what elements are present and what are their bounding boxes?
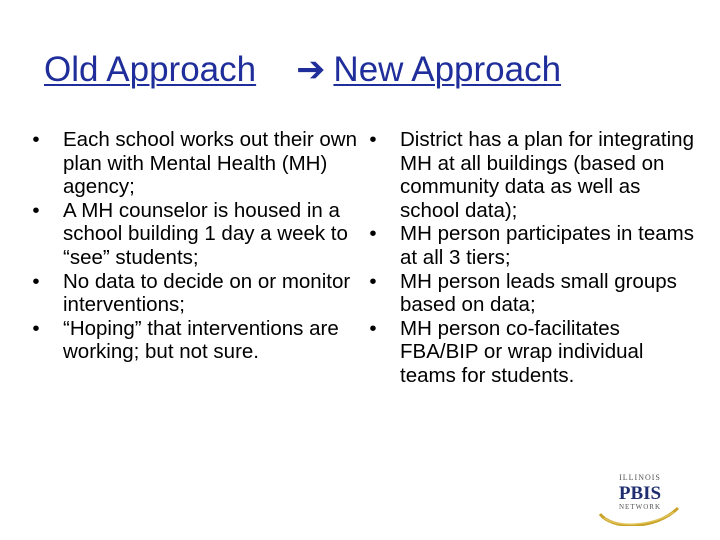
bullet-icon: • xyxy=(369,269,377,293)
bullet-icon: • xyxy=(32,269,40,293)
bullet-icon: • xyxy=(32,128,40,151)
list-item: • “Hoping” that interventions are working; but not sure. xyxy=(29,317,359,364)
list-item: • No data to decide on or monitor interventions; xyxy=(29,270,359,317)
logo-bottom-text: NETWORK xyxy=(619,503,661,511)
bullet-icon: • xyxy=(32,198,40,222)
right-arrow-icon: ➔ xyxy=(296,50,326,89)
list-item: • District has a plan for integrating MH at all buildings (based on community data as well as school data); xyxy=(366,128,696,222)
bullet-icon: • xyxy=(369,128,377,151)
illinois-pbis-network-logo xyxy=(594,464,684,526)
list-item: • MH person leads small groups based on data; xyxy=(366,270,696,317)
list-item: • Each school works out their own plan with Mental Health (MH) agency; xyxy=(29,128,359,199)
bullet-icon: • xyxy=(369,316,377,340)
bullet-icon: • xyxy=(369,222,377,246)
slide-title xyxy=(44,48,684,92)
list-item: • MH person participates in teams at all 3 tiers; xyxy=(366,222,696,269)
old-approach-label: Old Approach xyxy=(44,50,257,89)
new-approach-list xyxy=(366,128,696,388)
logo-main-text: PBIS xyxy=(618,483,662,504)
list-item: • MH person co-facilitates FBA/BIP or wrap individual teams for students. xyxy=(366,317,696,388)
logo-swoosh-inner xyxy=(604,512,674,524)
logo-top-text: ILLINOIS xyxy=(619,473,661,482)
bullet-icon: • xyxy=(32,316,40,340)
new-approach-label: New Approach xyxy=(333,50,562,89)
old-approach-list xyxy=(29,128,359,364)
list-item: • A MH counselor is housed in a school building 1 day a week to “see” students; xyxy=(29,199,359,270)
